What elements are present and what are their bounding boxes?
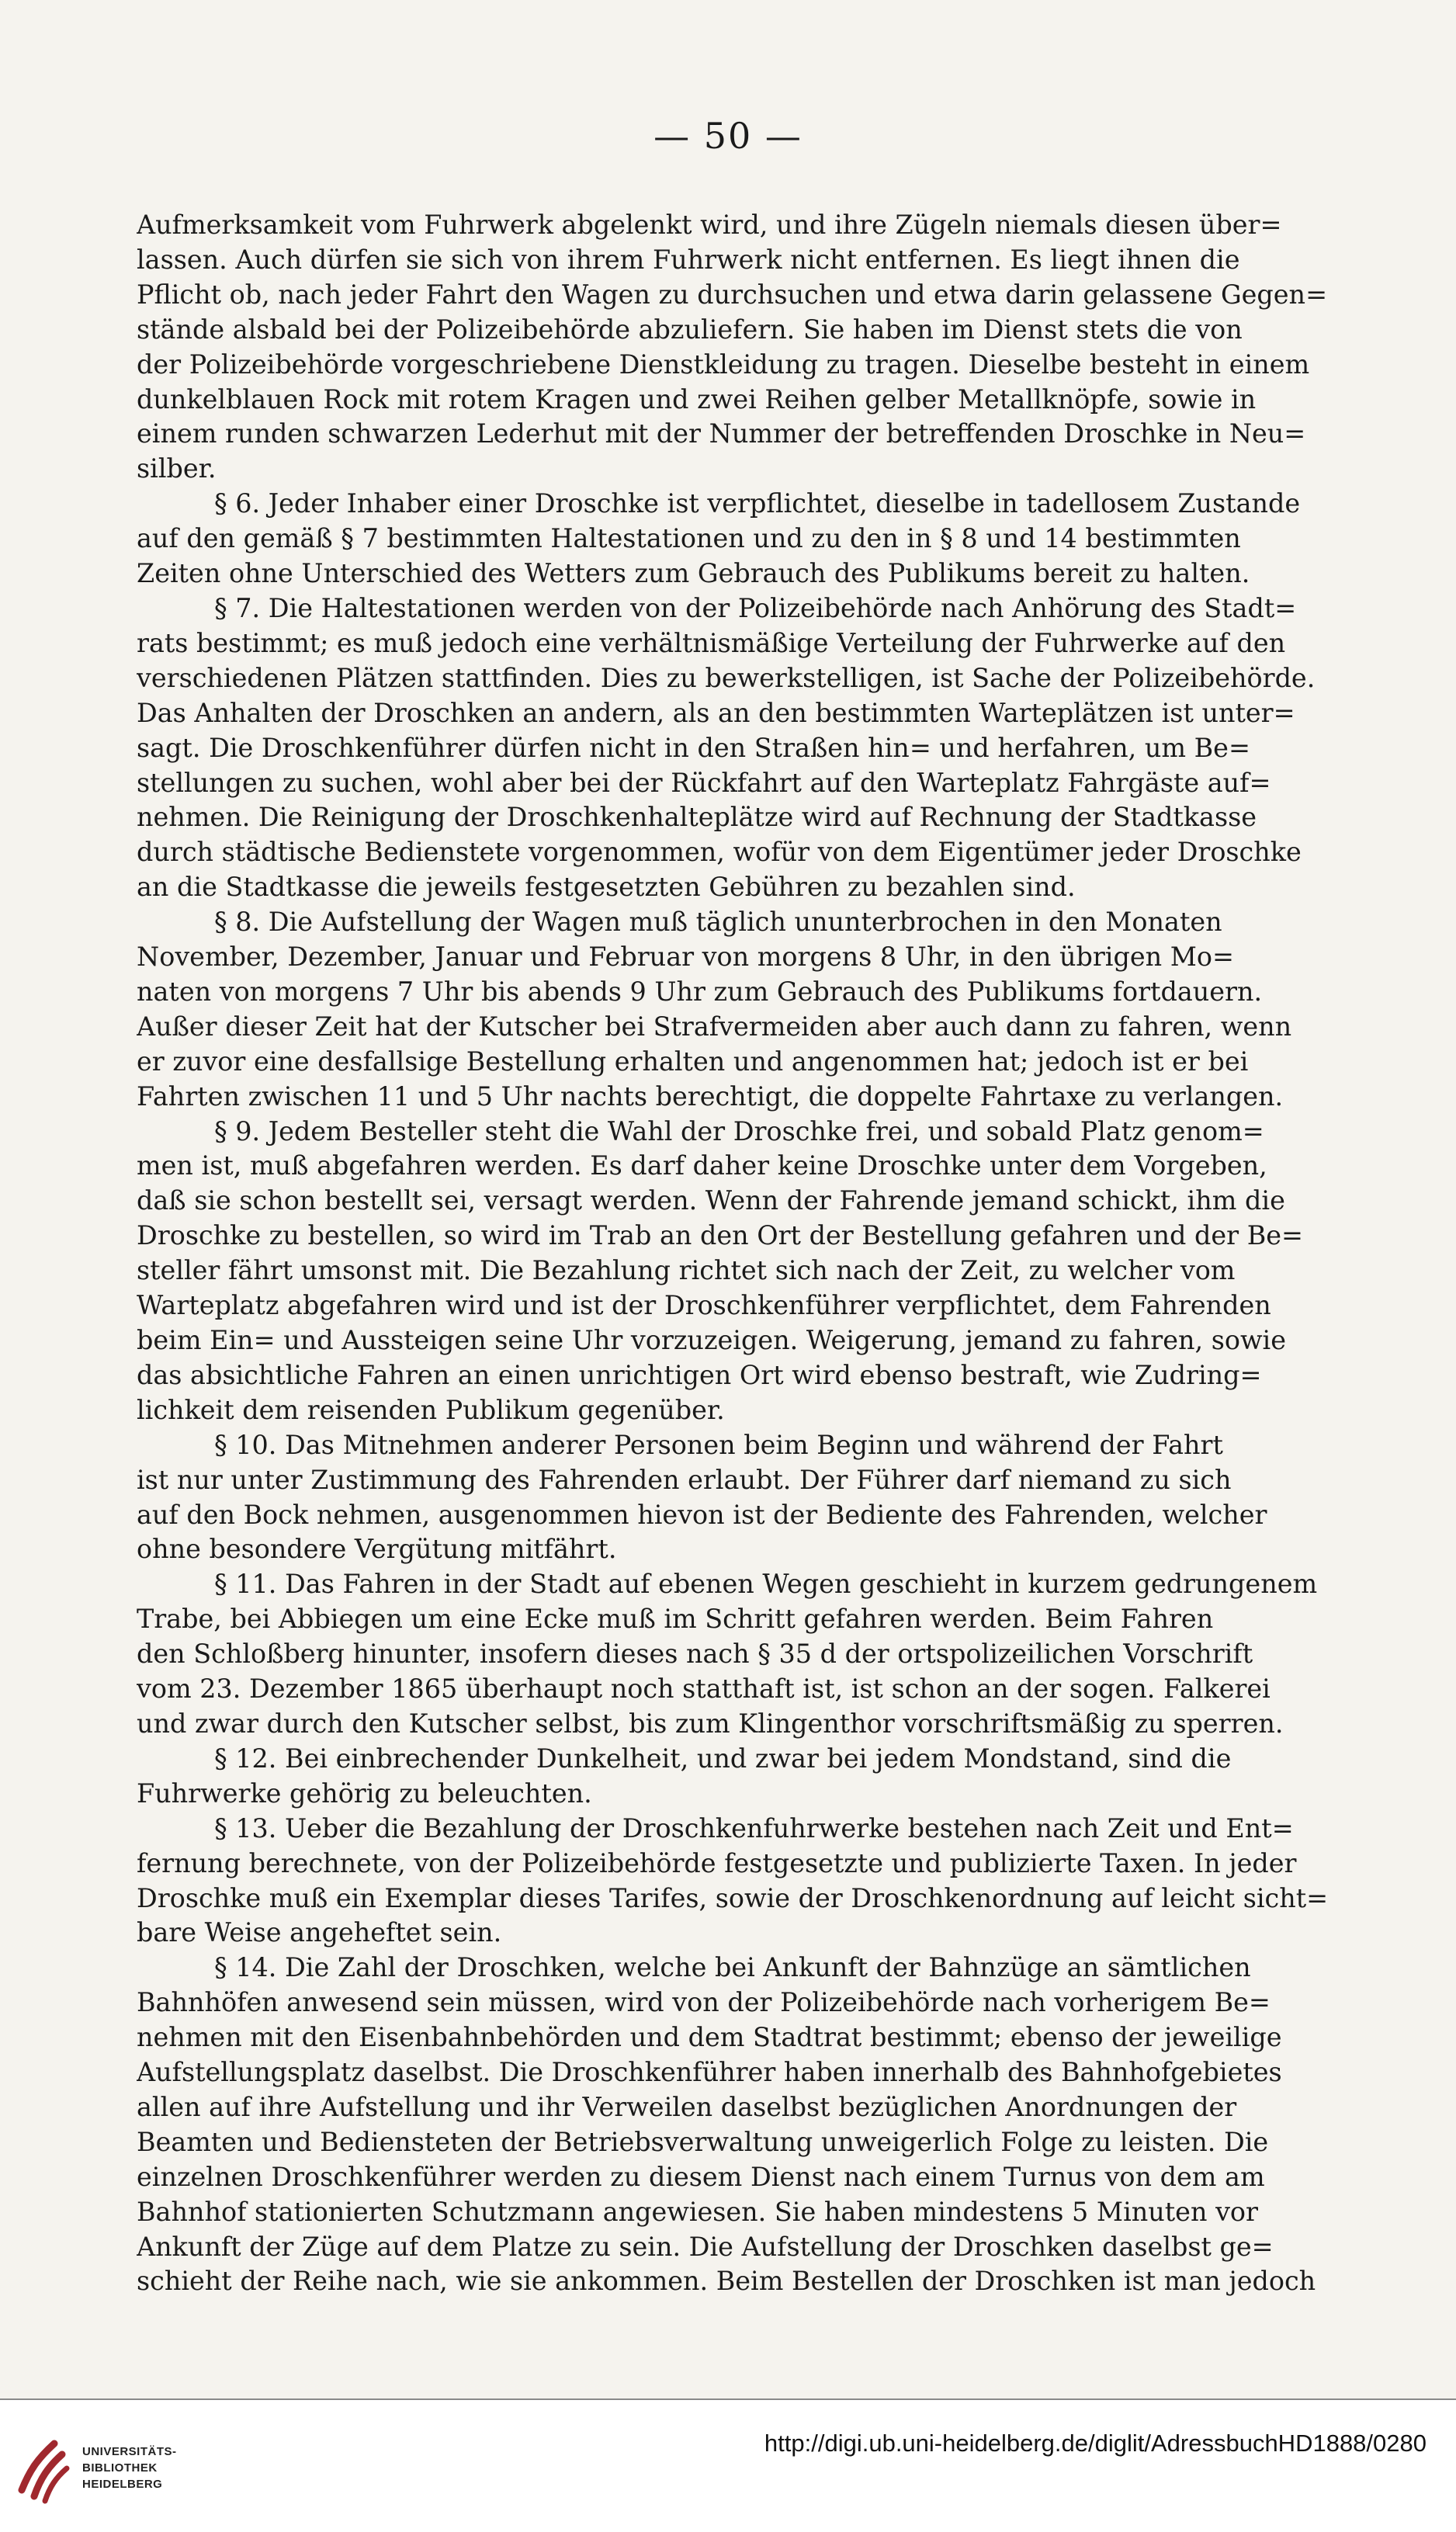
text-line: Bahnhöfen anwesend sein müssen, wird von der Polizeibehörde nach vorherigem Be= bbox=[137, 1987, 1271, 2018]
text-line: men ist, muß abgefahren werden. Es darf daher keine Droschke unter dem Vorgeben, bbox=[137, 1150, 1267, 1181]
text-line: Fuhrwerke gehörig zu beleuchten. bbox=[137, 1778, 592, 1809]
text-line: Ankunft der Züge auf dem Platze zu sein. Die Aufstellung der Droschken daselbst ge= bbox=[137, 2231, 1274, 2262]
text-line: allen auf ihre Aufstellung und ihr Verweilen daselbst bezüglichen Anordnungen der bbox=[137, 2091, 1237, 2122]
text-line: § 10. Das Mitnehmen anderer Personen beim Beginn und während der Fahrt bbox=[214, 1429, 1223, 1460]
text-line: daß sie schon bestellt sei, versagt werden. Wenn der Fahrende jemand schickt, ihm die bbox=[137, 1185, 1285, 1216]
text-line: stellungen zu suchen, wohl aber bei der Rückfahrt auf den Warteplatz Fahrgäste auf= bbox=[137, 767, 1271, 798]
text-line: Pflicht ob, nach jeder Fahrt den Wagen zu durchsuchen und etwa darin gelassene Gegen= bbox=[137, 279, 1328, 310]
text-line: Das Anhalten der Droschken an andern, als an den bestimmten Warteplätzen ist unter= bbox=[137, 697, 1295, 728]
text-line: rats bestimmt; es muß jedoch eine verhältnismäßige Verteilung der Fuhrwerke auf den bbox=[137, 627, 1286, 658]
text-line: durch städtische Bedienstete vorgenommen, wofür von dem Eigentümer jeder Droschke bbox=[137, 837, 1302, 868]
text-line: stände alsbald bei der Polizeibehörde abzuliefern. Sie haben im Dienst stets die von bbox=[137, 314, 1243, 345]
text-line: Zeiten ohne Unterschied des Wetters zum Gebrauch des Publikums bereit zu halten. bbox=[137, 558, 1250, 589]
text-line: das absichtliche Fahren an einen unrichtigen Ort wird ebenso bestraft, wie Zudring= bbox=[137, 1359, 1262, 1390]
text-line: einzelnen Droschkenführer werden zu diesem Dienst nach einem Turnus von dem am bbox=[137, 2161, 1265, 2192]
body-text bbox=[137, 208, 1347, 2299]
text-line: Warteplatz abgefahren wird und ist der Droschkenführer verpflichtet, dem Fahrenden bbox=[137, 1290, 1271, 1321]
text-line: § 8. Die Aufstellung der Wagen muß täglich ununterbrochen in den Monaten bbox=[214, 907, 1222, 938]
text-line: bare Weise angeheftet sein. bbox=[137, 1917, 502, 1948]
text-line: Außer dieser Zeit hat der Kutscher bei Strafvermeiden aber auch dann zu fahren, wenn bbox=[137, 1011, 1292, 1042]
text-line: er zuvor eine desfallsige Bestellung erhalten und angenommen hat; jedoch ist er bei bbox=[137, 1046, 1249, 1077]
text-line: ohne besondere Vergütung mitfährt. bbox=[137, 1534, 617, 1565]
viewer-footer bbox=[0, 2398, 1456, 2532]
text-line: Droschke zu bestellen, so wird im Trab an den Ort der Bestellung gefahren und der Be= bbox=[137, 1220, 1304, 1251]
logo-line-3: HEIDELBERG bbox=[82, 2478, 163, 2491]
text-line: lassen. Auch dürfen sie sich von ihrem Fuhrwerk nicht entfernen. Es liegt ihnen die bbox=[137, 244, 1240, 275]
text-line: § 13. Ueber die Bezahlung der Droschkenfuhrwerke bestehen nach Zeit und Ent= bbox=[214, 1812, 1294, 1844]
heidelberg-library-logo-icon bbox=[14, 2436, 73, 2506]
text-line: § 14. Die Zahl der Droschken, welche bei Ankunft der Bahnzüge an sämtlichen bbox=[214, 1952, 1251, 1983]
text-line: Fahrten zwischen 11 und 5 Uhr nachts berechtigt, die doppelte Fahrtaxe zu verlangen. bbox=[137, 1080, 1284, 1112]
text-line: dunkelblauen Rock mit rotem Kragen und zwei Reihen gelber Metallknöpfe, sowie in bbox=[137, 383, 1257, 414]
text-line: Beamten und Bediensteten der Betriebsverwaltung unweigerlich Folge zu leisten. Die bbox=[137, 2126, 1269, 2157]
text-line: auf den Bock nehmen, ausgenommen hievon ist der Bediente des Fahrenden, welcher bbox=[137, 1499, 1267, 1530]
text-line: fernung berechnete, von der Polizeibehörde festgesetzte und publizierte Taxen. In jeder bbox=[137, 1847, 1297, 1878]
source-url-link[interactable]: http://digi.ub.uni-heidelberg.de/diglit/AdressbuchHD1888/0280 bbox=[764, 2430, 1427, 2457]
text-line: § 11. Das Fahren in der Stadt auf ebenen Wegen geschieht in kurzem gedrungenem bbox=[214, 1569, 1318, 1600]
text-line: und zwar durch den Kutscher selbst, bis zum Klingenthor vorschriftsmäßig zu sperren. bbox=[137, 1708, 1284, 1739]
text-line: den Schloßberg hinunter, insofern dieses nach § 35 d der ortspolizeilichen Vorschrift bbox=[137, 1639, 1253, 1670]
text-line: ist nur unter Zustimmung des Fahrenden erlaubt. Der Führer darf niemand zu sich bbox=[137, 1464, 1232, 1495]
text-line: Bahnhof stationierten Schutzmann angewiesen. Sie haben mindestens 5 Minuten vor bbox=[137, 2196, 1258, 2227]
text-line: nehmen mit den Eisenbahnbehörden und dem Stadtrat bestimmt; ebenso der jeweilige bbox=[137, 2022, 1282, 2053]
text-line: nehmen. Die Reinigung der Droschkenhalteplätze wird auf Rechnung der Stadtkasse bbox=[137, 802, 1257, 833]
text-line: Trabe, bei Abbiegen um eine Ecke muß im Schritt gefahren werden. Beim Fahren bbox=[137, 1604, 1214, 1635]
text-line: § 12. Bei einbrechender Dunkelheit, und zwar bei jedem Mondstand, sind die bbox=[214, 1743, 1232, 1774]
text-line: sagt. Die Droschkenführer dürfen nicht in den Straßen hin= und herfahren, um Be= bbox=[137, 732, 1250, 763]
text-line: Droschke muß ein Exemplar dieses Tarifes, sowie der Droschkenordnung auf leicht sicht= bbox=[137, 1882, 1329, 1913]
text-line: § 9. Jedem Besteller steht die Wahl der Droschke frei, und sobald Platz genom= bbox=[214, 1115, 1264, 1146]
text-line: der Polizeibehörde vorgeschriebene Dienstkleidung zu tragen. Dieselbe besteht in einem bbox=[137, 349, 1310, 380]
text-line: § 7. Die Haltestationen werden von der Polizeibehörde nach Anhörung des Stadt= bbox=[214, 592, 1297, 623]
library-logo[interactable] bbox=[14, 2436, 200, 2506]
text-line: lichkeit dem reisenden Publikum gegenüber. bbox=[137, 1394, 725, 1425]
text-line: Aufstellungsplatz daselbst. Die Droschkenführer haben innerhalb des Bahnhofgebietes bbox=[137, 2057, 1282, 2088]
text-line: vom 23. Dezember 1865 überhaupt noch statthaft ist, ist schon an der sogen. Falkerei bbox=[137, 1674, 1271, 1705]
text-line: einem runden schwarzen Lederhut mit der Nummer der betreffenden Droschke in Neu= bbox=[137, 418, 1306, 449]
logo-line-1: UNIVERSITÄTS- bbox=[82, 2445, 177, 2458]
text-line: naten von morgens 7 Uhr bis abends 9 Uhr zum Gebrauch des Publikums fortdauern. bbox=[137, 976, 1263, 1007]
text-line: November, Dezember, Januar und Februar von morgens 8 Uhr, in den übrigen Mo= bbox=[137, 942, 1234, 973]
text-line: Aufmerksamkeit vom Fuhrwerk abgelenkt wird, und ihre Zügeln niemals diesen über= bbox=[137, 210, 1282, 240]
text-line: verschiedenen Plätzen stattfinden. Dies zu bewerkstelligen, ist Sache der Polizeibehörde. bbox=[137, 662, 1316, 693]
text-line: steller fährt umsonst mit. Die Bezahlung richtet sich nach der Zeit, zu welcher vom bbox=[137, 1255, 1236, 1286]
text-line: beim Ein= und Aussteigen seine Uhr vorzuzeigen. Weigerung, jemand zu fahren, sowie bbox=[137, 1325, 1286, 1355]
text-line: auf den gemäß § 7 bestimmten Haltestationen und zu den in § 8 und 14 bestimmten bbox=[137, 523, 1241, 554]
text-line: an die Stadtkasse die jeweils festgesetzten Gebühren zu bezahlen sind. bbox=[137, 872, 1076, 903]
text-line: schieht der Reihe nach, wie sie ankommen. Beim Bestellen der Droschken ist man jedoch bbox=[137, 2266, 1316, 2297]
text-line: § 6. Jeder Inhaber einer Droschke ist verpflichtet, dieselbe in tadellosem Zustande bbox=[214, 488, 1301, 519]
logo-line-2: BIBLIOTHEK bbox=[82, 2461, 158, 2475]
text-line: silber. bbox=[137, 453, 217, 484]
page-number: — 50 — bbox=[653, 115, 803, 157]
